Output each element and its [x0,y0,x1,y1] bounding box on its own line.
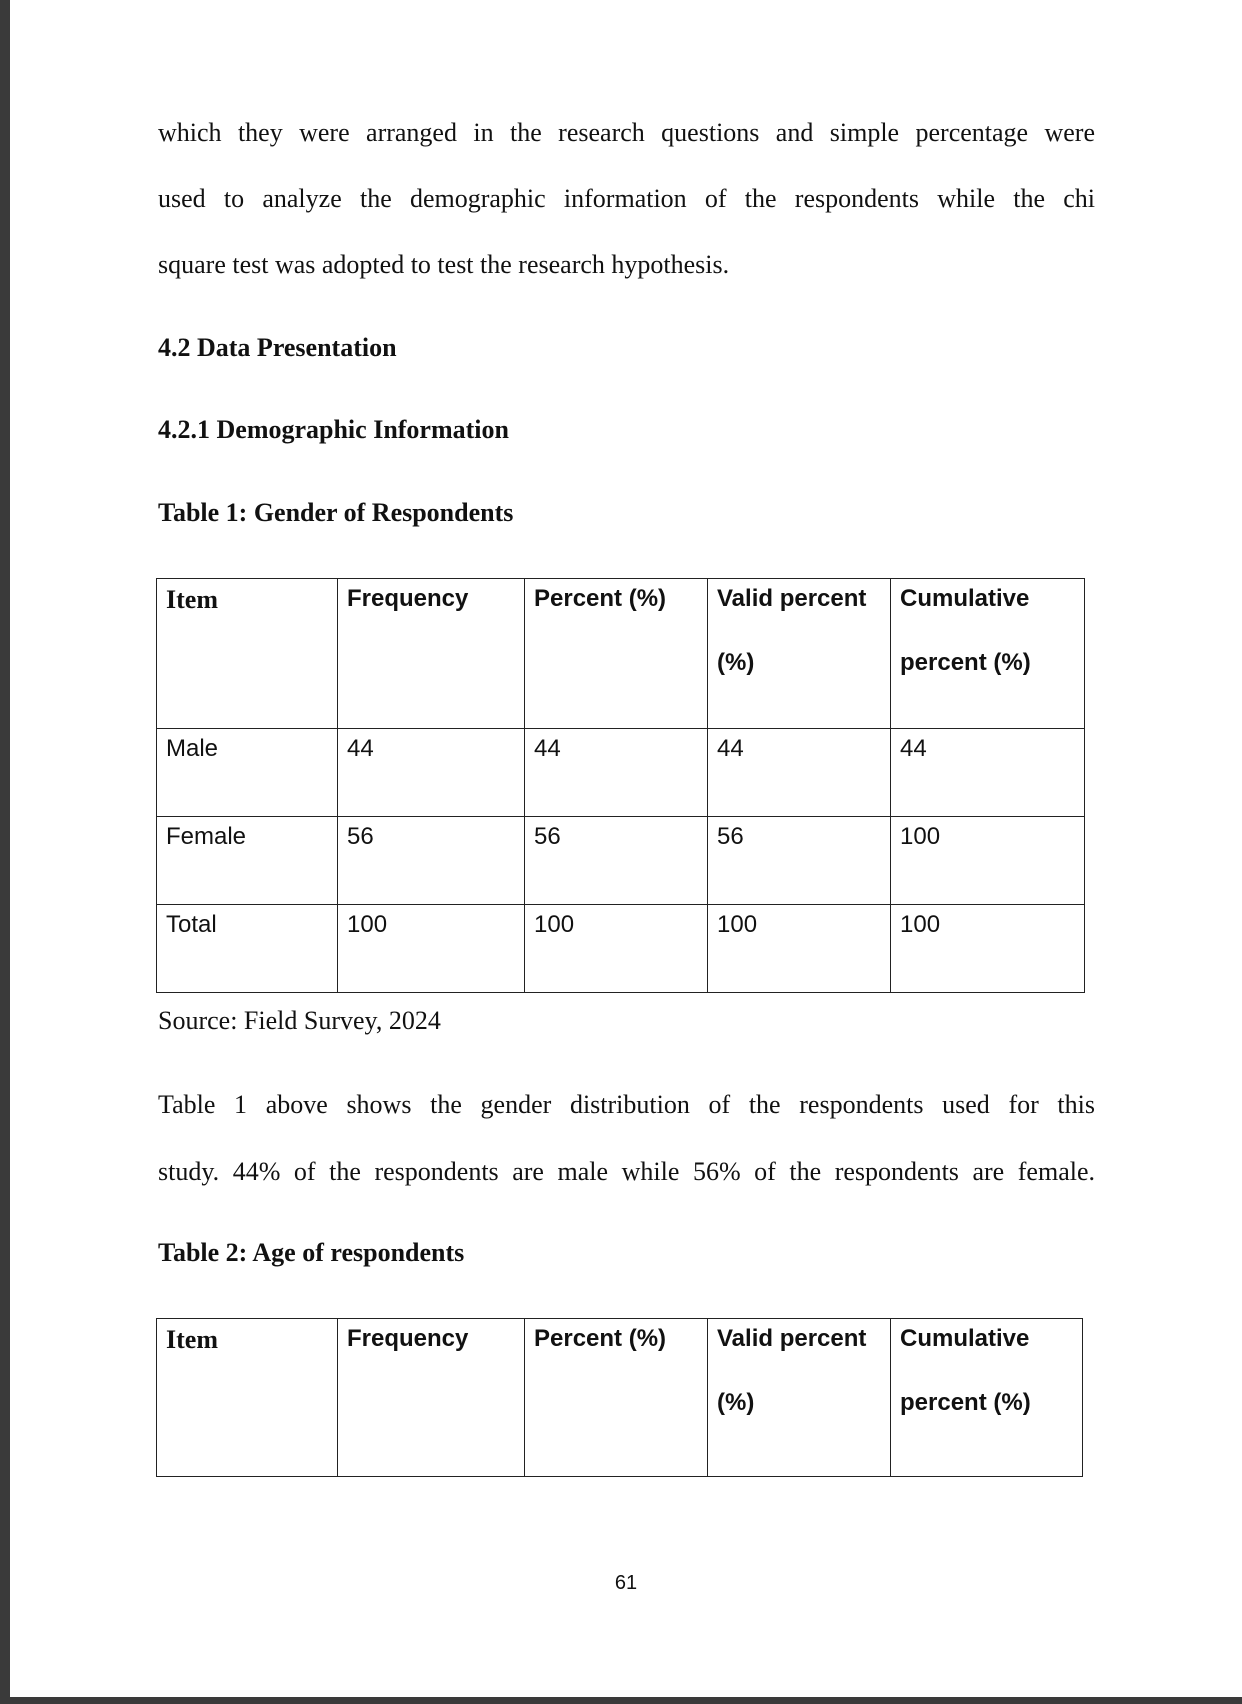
table-cell: 100 [891,905,1085,993]
table1 [156,578,1085,993]
table-cell: 56 [525,817,708,905]
section-heading: 4.2 Data Presentation [158,333,397,362]
table-cell: 44 [525,729,708,817]
intro-line-1: which they were arranged in the research questions and simple percentage were [158,118,1095,147]
table1-header-item: Item [157,579,338,729]
table2-header-row [157,1319,1083,1477]
table2-header-valid-percent: Valid percent (%) [708,1319,891,1477]
table-cell: 56 [708,817,891,905]
table1-header-row [157,579,1085,729]
table2 [156,1318,1083,1477]
table1-header-valid-percent: Valid percent (%) [708,579,891,729]
table2-header-frequency: Frequency [338,1319,525,1477]
table1-header-percent: Percent (%) [525,579,708,729]
table-row [157,729,1085,817]
table1-header-frequency: Frequency [338,579,525,729]
table2-header-cumulative: Cumulative percent (%) [891,1319,1083,1477]
table-cell: 44 [708,729,891,817]
table2-caption: Table 2: Age of respondents [158,1238,465,1267]
table-cell: 100 [525,905,708,993]
table2-header-percent: Percent (%) [525,1319,708,1477]
table-cell: Total [157,905,338,993]
table-row [157,817,1085,905]
summary-line-1: Table 1 above shows the gender distribution of the respondents used for this [158,1090,1095,1119]
table2-header-item: Item [157,1319,338,1477]
table-row [157,905,1085,993]
document-page [10,0,1242,1697]
table-cell: 44 [891,729,1085,817]
page-number: 61 [614,1572,638,1594]
table-cell: 44 [338,729,525,817]
table-cell: Female [157,817,338,905]
table-cell: 100 [891,817,1085,905]
table1-source: Source: Field Survey, 2024 [158,1006,441,1035]
table-cell: Male [157,729,338,817]
table-cell: 56 [338,817,525,905]
table-cell: 100 [338,905,525,993]
summary-line-2: study. 44% of the respondents are male while 56% of the respondents are female. [158,1157,1095,1186]
table1-caption: Table 1: Gender of Respondents [158,498,514,527]
table1-header-cumulative: Cumulative percent (%) [891,579,1085,729]
subsection-heading: 4.2.1 Demographic Information [158,415,509,444]
table-cell: 100 [708,905,891,993]
intro-line-3: square test was adopted to test the research hypothesis. [158,250,730,279]
intro-line-2: used to analyze the demographic information of the respondents while the chi [158,184,1095,213]
